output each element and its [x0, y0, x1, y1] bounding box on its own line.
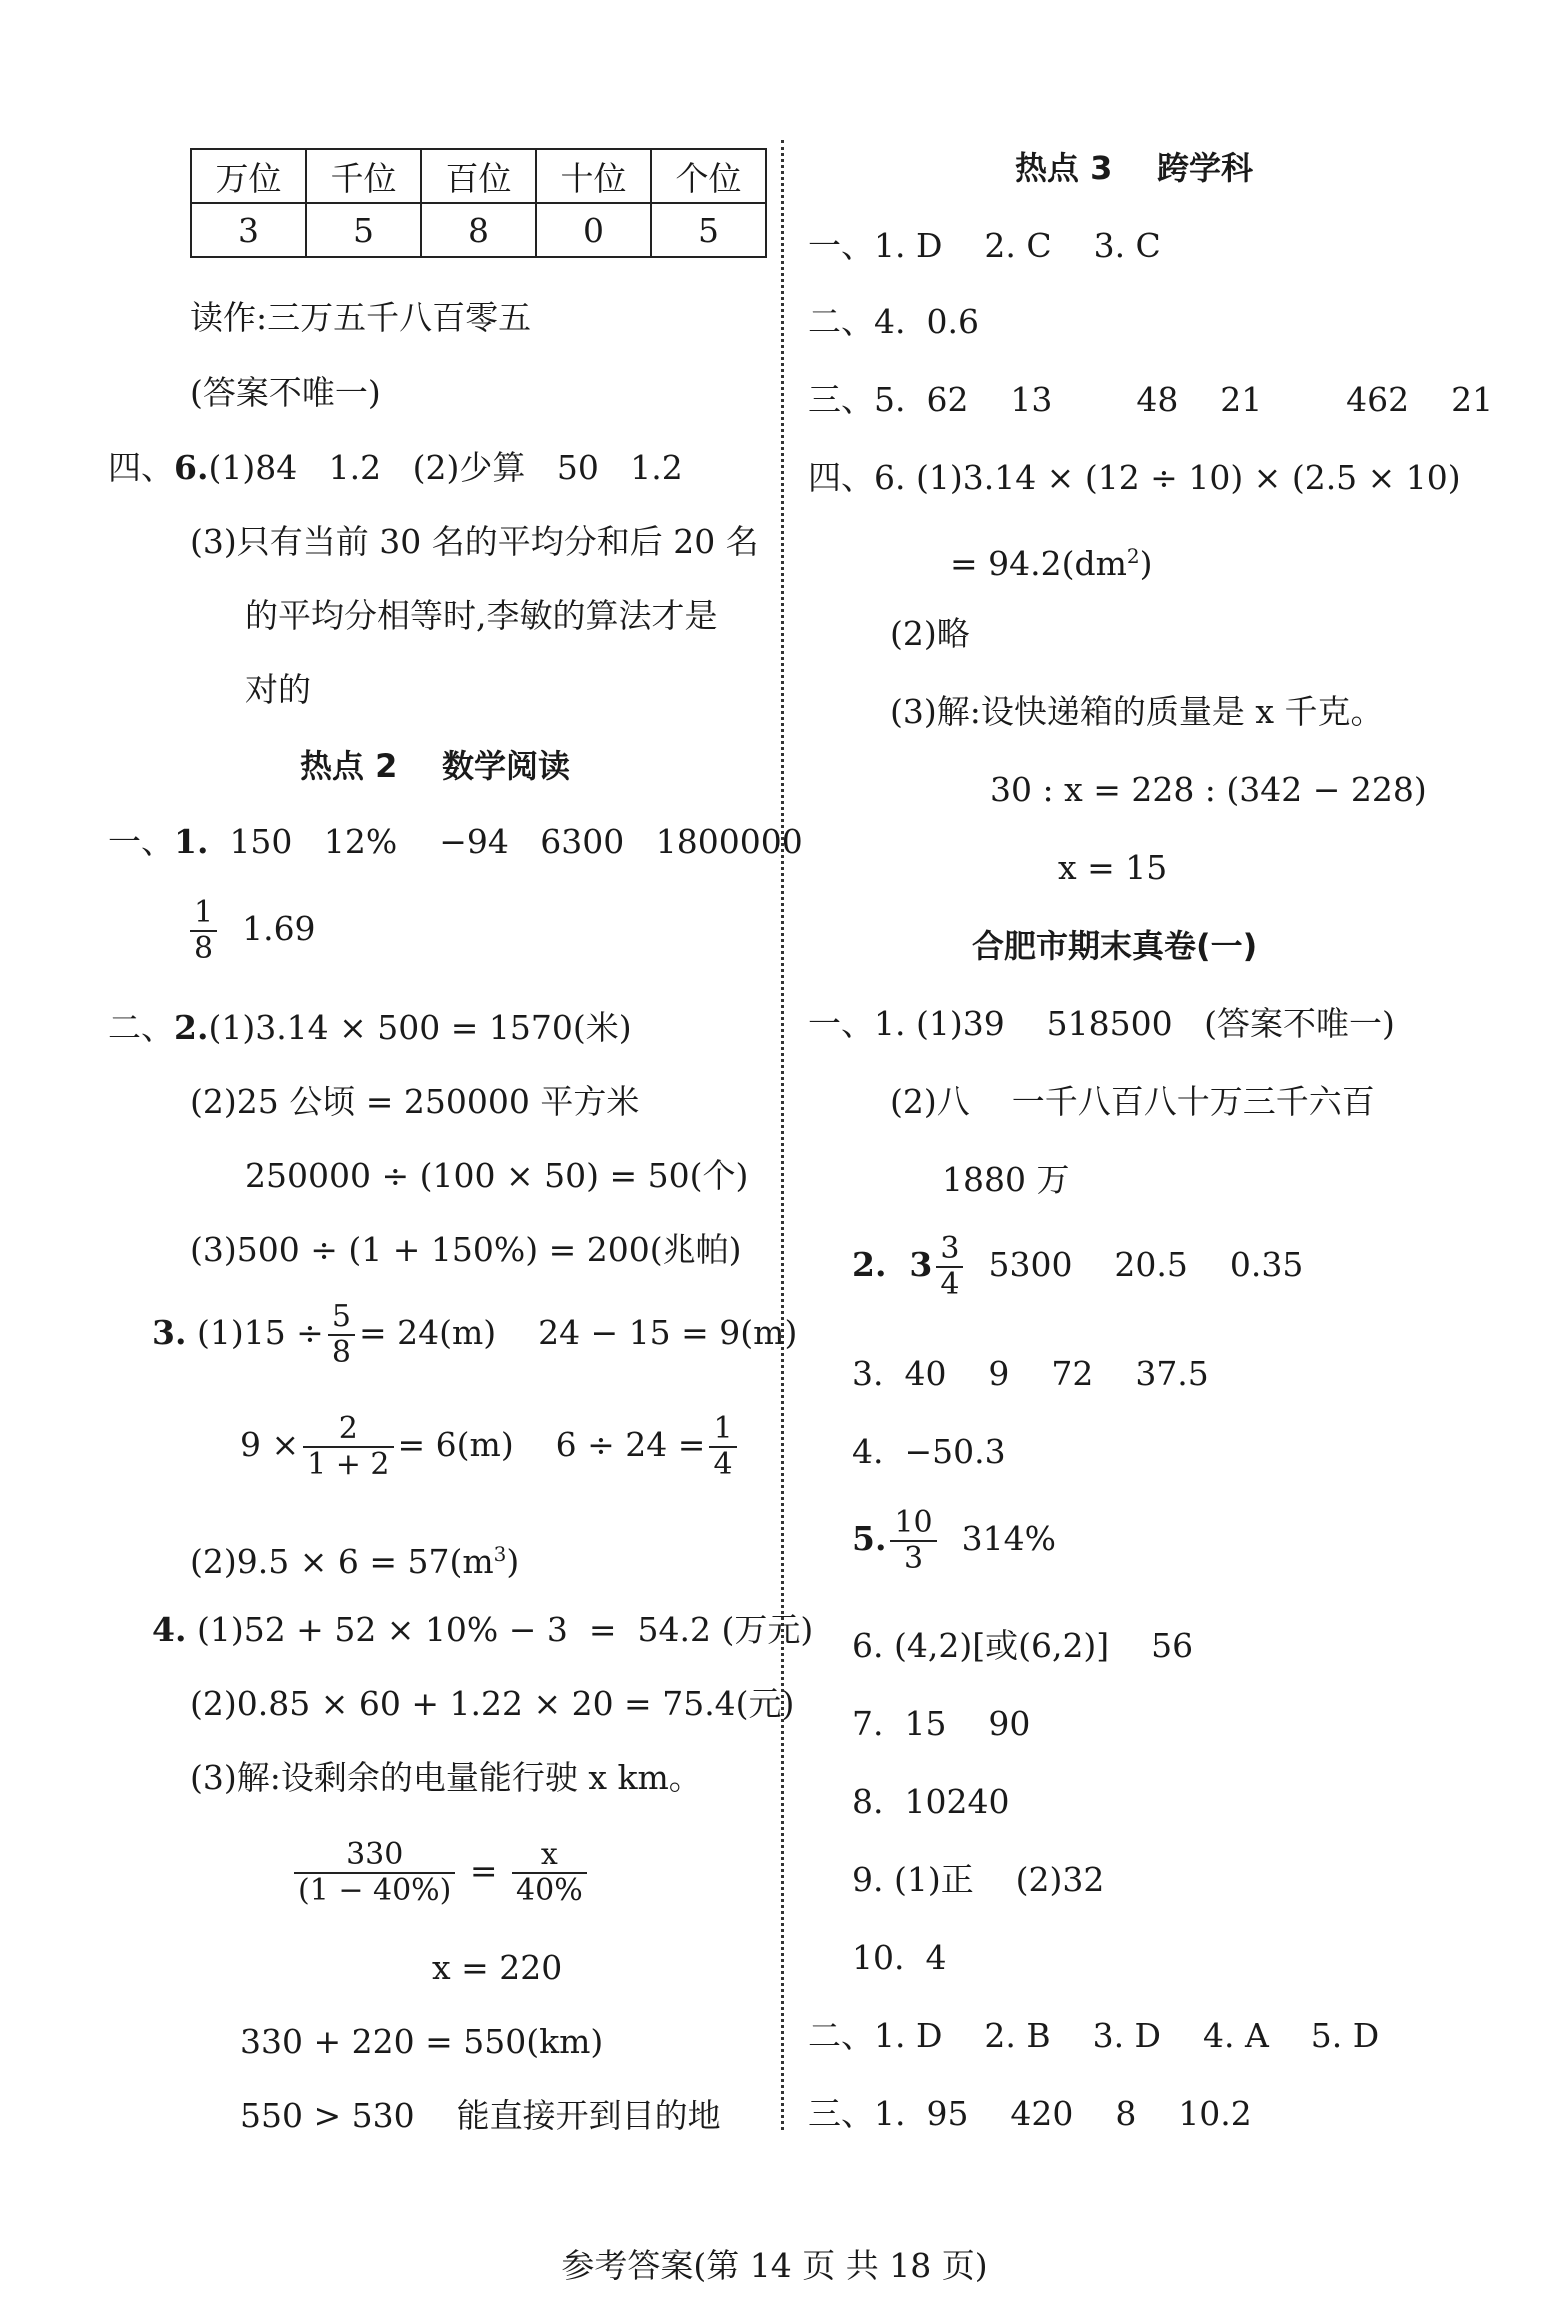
column-divider — [781, 140, 784, 2130]
answer-text: (1)15 ÷ — [196, 1313, 324, 1352]
section-title-exam: 合肥市期末真卷(一) — [972, 927, 1258, 965]
answer-text: 314% — [961, 1519, 1056, 1558]
answer-line — [152, 1610, 813, 1650]
table-row — [191, 203, 766, 257]
answer-line: 9. (1)正 (2)32 — [852, 1860, 1105, 1899]
table-cell: 3 — [191, 203, 306, 257]
fraction-denominator: 4 — [940, 1267, 960, 1302]
answer-line — [240, 1412, 741, 1482]
answer-line: 250000 ÷ (100 × 50) = 50(个) — [245, 1156, 749, 1195]
answer-line: 3. 40 9 72 37.5 — [852, 1354, 1209, 1393]
table-header-cell: 百位 — [421, 149, 536, 203]
question-number: 2. — [174, 1008, 209, 1047]
answer-text: (1)84 1.2 (2)少算 50 1.2 — [208, 448, 683, 487]
answer-line — [152, 1300, 797, 1370]
read-as-line: 读作:三万五千八百零五 — [190, 298, 532, 337]
answer-text: 150 12% −94 6300 1800000 — [229, 822, 803, 861]
page-footer: 参考答案(第 14 页 共 18 页) — [561, 2246, 988, 2285]
question-number: 4. — [152, 1610, 187, 1649]
answer-line: (2)略 — [890, 614, 970, 653]
answer-line: 550 > 530 能直接开到目的地 — [240, 2096, 721, 2135]
fraction-numerator: 5 — [328, 1300, 355, 1336]
answer-line: 30 : x = 228 : (342 − 228) — [990, 770, 1427, 809]
fraction-numerator: 3 — [936, 1232, 963, 1268]
answer-line: 6. (4,2)[或(6,2)] 56 — [852, 1626, 1194, 1665]
superscript: 2 — [1126, 544, 1140, 568]
fraction-numerator: 10 — [890, 1506, 936, 1542]
fraction — [303, 1412, 393, 1482]
answer-line: x = 15 — [1058, 848, 1168, 887]
table-header-cell: 千位 — [306, 149, 421, 203]
answer-line: 1880 万 — [942, 1160, 1070, 1199]
table-header-row — [191, 149, 766, 203]
answer-line — [852, 1506, 1056, 1576]
answer-text: 1.69 — [242, 909, 316, 948]
question-number: 3. — [152, 1313, 187, 1352]
answer-line: x = 220 — [432, 1948, 563, 1987]
answer-text: (1)3.14 × 500 = 1570(米) — [208, 1008, 632, 1047]
section-title-hot2: 热点 2 数学阅读 — [300, 747, 570, 785]
answer-line: 对的 — [245, 670, 311, 709]
section-title-hot3: 热点 3 跨学科 — [1015, 149, 1253, 187]
fraction — [294, 1838, 455, 1908]
section-prefix: 二、 — [108, 1008, 174, 1047]
answer-line: (3)解:设快递箱的质量是 x 千克。 — [890, 692, 1384, 731]
fraction-denominator: (1 − 40%) — [298, 1873, 452, 1908]
not-unique-note: (答案不唯一) — [190, 373, 381, 412]
table-cell: 5 — [651, 203, 766, 257]
answer-text: ) — [1139, 544, 1153, 583]
fraction — [709, 1412, 736, 1482]
answer-text: = 24(m) 24 − 15 = 9(m) — [358, 1313, 798, 1352]
answer-text: (2)9.5 × 6 = 57(m — [190, 1542, 494, 1581]
fraction-denominator: 8 — [331, 1335, 351, 1370]
table-header-cell: 十位 — [536, 149, 651, 203]
answer-text: = 6(m) 6 ÷ 24 = — [397, 1425, 706, 1464]
answer-line: 的平均分相等时,李敏的算法才是 — [245, 596, 718, 635]
answer-line: 三、1. 95 420 8 10.2 — [808, 2094, 1252, 2133]
answer-line: 一、1. D 2. C 3. C — [808, 226, 1161, 265]
place-value-table — [190, 148, 767, 258]
answer-line: 二、1. D 2. B 3. D 4. A 5. D — [808, 2016, 1380, 2055]
answer-line — [108, 1008, 632, 1048]
answer-line: 四、6. (1)3.14 × (12 ÷ 10) × (2.5 × 10) — [808, 458, 1461, 497]
fraction-numerator: 330 — [294, 1838, 455, 1874]
fraction — [890, 1506, 936, 1576]
table-cell: 5 — [306, 203, 421, 257]
fraction — [512, 1838, 587, 1908]
answer-text: (1)52 + 52 × 10% − 3 = 54.2 (万元) — [196, 1610, 814, 1649]
answer-line: 三、5. 62 13 48 21 462 21 — [808, 380, 1494, 419]
answer-line: $\frac{330}{(1 - 40\%)}$ = $\frac{x}{40\%}$ — [290, 1838, 591, 1908]
fraction-denominator: 1 + 2 — [307, 1447, 390, 1482]
answer-line: (2)八 一千八百八十万三千六百 — [890, 1082, 1375, 1121]
answer-line: 一、1. (1)39 518500 (答案不唯一) — [808, 1004, 1395, 1043]
table-cell: 8 — [421, 203, 536, 257]
answer-line: 7. 15 90 — [852, 1704, 1031, 1743]
answer-line: (3)解:设剩余的电量能行驶 x km。 — [190, 1758, 702, 1797]
answer-line: (3)500 ÷ (1 + 150%) = 200(兆帕) — [190, 1230, 742, 1269]
answer-text: ) — [506, 1542, 520, 1581]
answer-line: 8. 10240 — [852, 1782, 1010, 1821]
section-prefix: 四、 — [108, 448, 174, 487]
answer-line — [108, 822, 803, 862]
answer-line — [108, 448, 683, 488]
fraction-denominator: 4 — [713, 1447, 733, 1482]
question-number: 1. — [174, 822, 209, 861]
answer-line — [950, 536, 1153, 584]
answer-text: = 94.2(dm — [950, 544, 1127, 583]
superscript: 3 — [493, 1542, 507, 1566]
question-number: 6. — [174, 448, 209, 487]
fraction — [328, 1300, 355, 1370]
fraction-denominator: 40% — [516, 1873, 583, 1908]
question-number: 5. — [852, 1519, 887, 1558]
fraction-denominator: 8 — [194, 931, 214, 966]
fraction-denominator: 3 — [904, 1541, 924, 1576]
fraction-numerator: 1 — [190, 896, 217, 932]
fraction — [936, 1232, 963, 1302]
answer-text: 5300 20.5 0.35 — [988, 1245, 1304, 1284]
fraction-numerator: x — [512, 1838, 587, 1874]
answer-line: 330 + 220 = 550(km) — [240, 2022, 604, 2061]
table-header-cell: 万位 — [191, 149, 306, 203]
answer-line: 二、4. 0.6 — [808, 302, 979, 341]
answer-line: (2)0.85 × 60 + 1.22 × 20 = 75.4(元) — [190, 1684, 795, 1723]
fraction-numerator: 1 — [709, 1412, 736, 1448]
section-prefix: 一、 — [108, 822, 174, 861]
fraction-numerator: 2 — [303, 1412, 393, 1448]
answer-line — [186, 896, 316, 966]
question-number: 2. 3 — [852, 1245, 933, 1284]
table-cell: 0 — [536, 203, 651, 257]
answer-line: (3)只有当前 30 名的平均分和后 20 名 — [190, 522, 759, 561]
answer-line — [852, 1232, 1303, 1302]
answer-line: 10. 4 — [852, 1938, 947, 1977]
answer-line — [190, 1534, 519, 1582]
answer-line: 4. −50.3 — [852, 1432, 1006, 1471]
table-header-cell: 个位 — [651, 149, 766, 203]
fraction — [190, 896, 217, 966]
answer-line: (2)25 公顷 = 250000 平方米 — [190, 1082, 640, 1121]
answer-text: 9 × — [240, 1425, 300, 1464]
